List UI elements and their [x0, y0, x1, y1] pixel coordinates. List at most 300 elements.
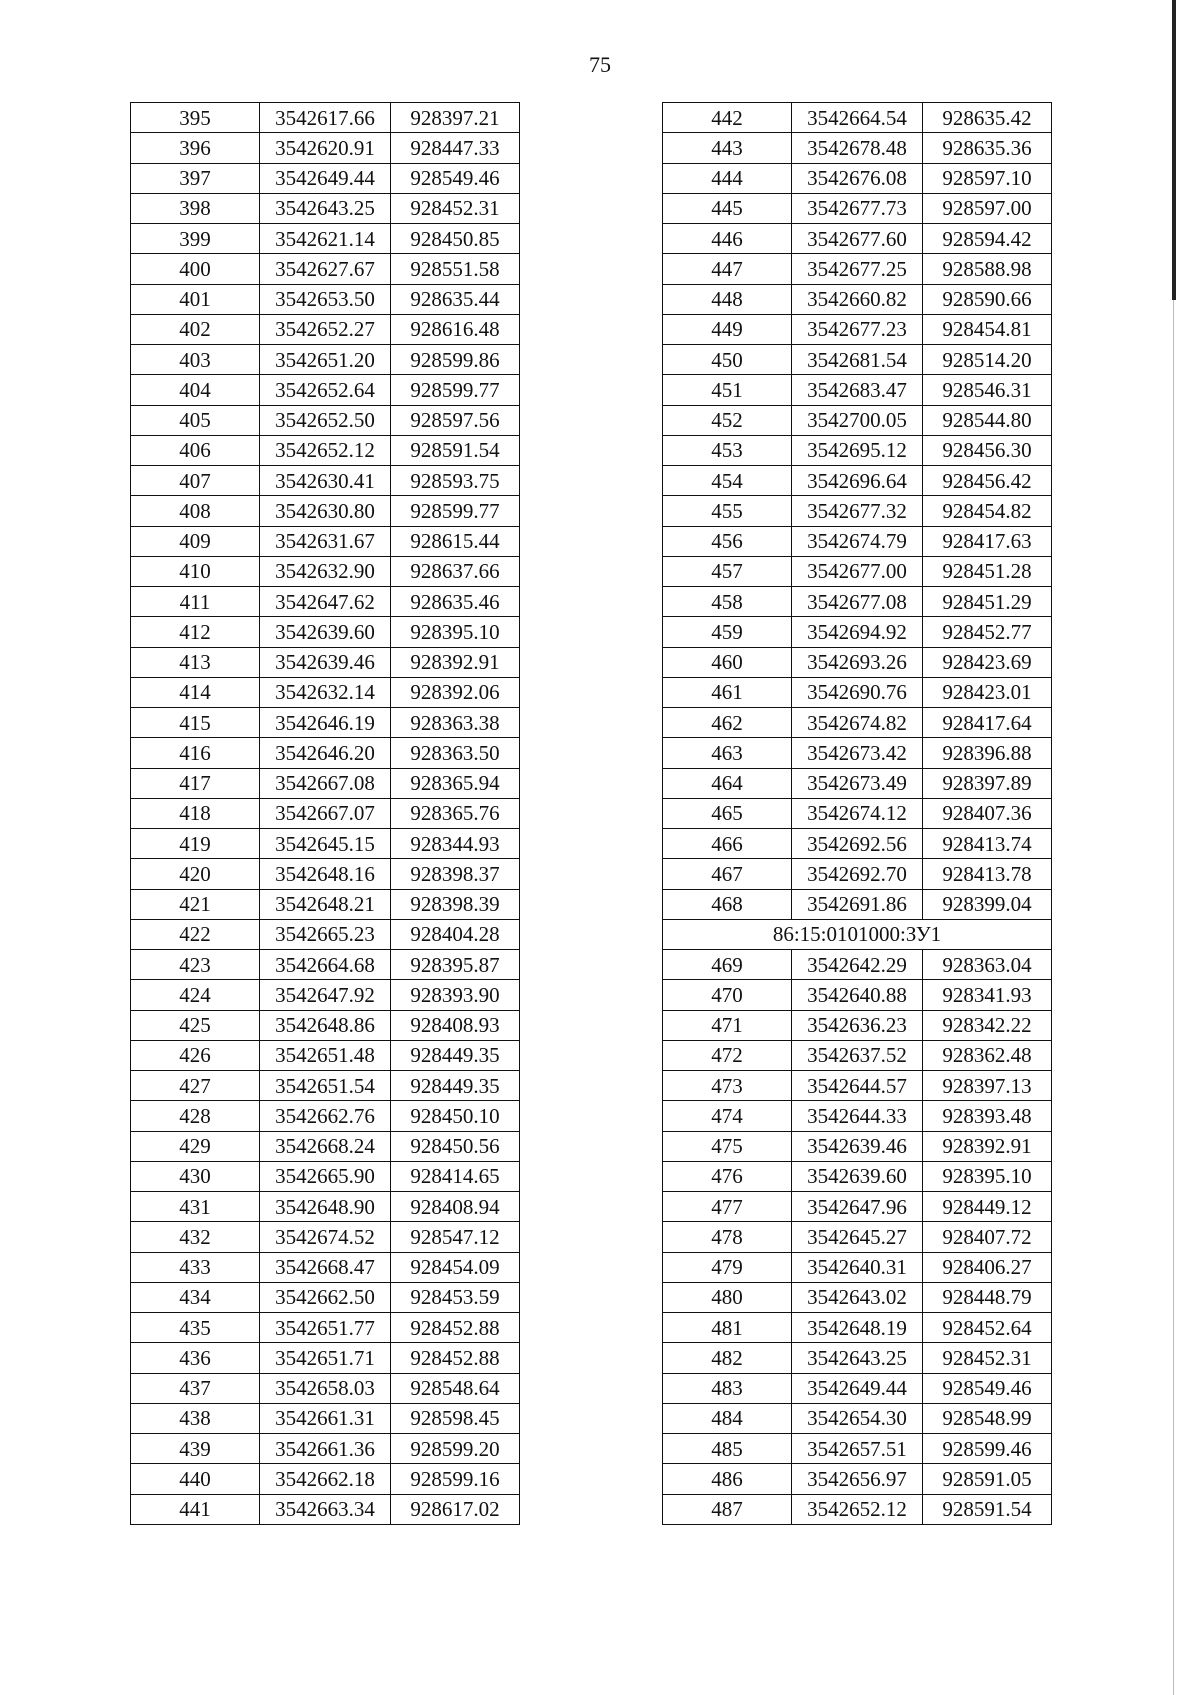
table-row — [663, 1040, 1052, 1070]
table-row — [131, 496, 520, 526]
x-coordinate-cell: 3542677.32 — [792, 496, 923, 526]
table-body-left — [131, 103, 520, 1525]
y-coordinate-cell: 928408.93 — [391, 1010, 520, 1040]
x-coordinate-cell: 3542630.80 — [260, 496, 391, 526]
y-coordinate-cell: 928617.02 — [391, 1494, 520, 1524]
table-row — [131, 1101, 520, 1131]
y-coordinate-cell: 928342.22 — [923, 1010, 1052, 1040]
x-coordinate-cell: 3542632.90 — [260, 556, 391, 586]
y-coordinate-cell: 928363.04 — [923, 950, 1052, 980]
x-coordinate-cell: 3542652.27 — [260, 314, 391, 344]
x-coordinate-cell: 3542664.54 — [792, 103, 923, 133]
y-coordinate-cell: 928404.28 — [391, 919, 520, 949]
y-coordinate-cell: 928546.31 — [923, 375, 1052, 405]
y-coordinate-cell: 928452.64 — [923, 1313, 1052, 1343]
point-number-cell: 486 — [663, 1464, 792, 1494]
point-number-cell: 437 — [131, 1373, 260, 1403]
point-number-cell: 405 — [131, 405, 260, 435]
point-number-cell: 423 — [131, 950, 260, 980]
point-number-cell: 476 — [663, 1161, 792, 1191]
point-number-cell: 417 — [131, 768, 260, 798]
table-row — [663, 1010, 1052, 1040]
x-coordinate-cell: 3542676.08 — [792, 163, 923, 193]
table-row — [131, 1010, 520, 1040]
point-number-cell: 433 — [131, 1252, 260, 1282]
table-row — [131, 103, 520, 133]
x-coordinate-cell: 3542632.14 — [260, 677, 391, 707]
y-coordinate-cell: 928362.48 — [923, 1040, 1052, 1070]
table-row — [131, 587, 520, 617]
point-number-cell: 413 — [131, 647, 260, 677]
x-coordinate-cell: 3542674.12 — [792, 798, 923, 828]
x-coordinate-cell: 3542662.18 — [260, 1464, 391, 1494]
x-coordinate-cell: 3542668.24 — [260, 1131, 391, 1161]
y-coordinate-cell: 928449.35 — [391, 1040, 520, 1070]
point-number-cell: 409 — [131, 526, 260, 556]
table-row — [131, 768, 520, 798]
table-row — [131, 556, 520, 586]
y-coordinate-cell: 928408.94 — [391, 1192, 520, 1222]
y-coordinate-cell: 928514.20 — [923, 345, 1052, 375]
point-number-cell: 473 — [663, 1071, 792, 1101]
y-coordinate-cell: 928392.91 — [391, 647, 520, 677]
table-row — [663, 1252, 1052, 1282]
x-coordinate-cell: 3542695.12 — [792, 435, 923, 465]
point-number-cell: 463 — [663, 738, 792, 768]
y-coordinate-cell: 928392.06 — [391, 677, 520, 707]
x-coordinate-cell: 3542651.20 — [260, 345, 391, 375]
table-row — [663, 496, 1052, 526]
point-number-cell: 442 — [663, 103, 792, 133]
point-number-cell: 397 — [131, 163, 260, 193]
point-number-cell: 487 — [663, 1494, 792, 1524]
x-coordinate-cell: 3542660.82 — [792, 284, 923, 314]
point-number-cell: 462 — [663, 708, 792, 738]
x-coordinate-cell: 3542639.46 — [792, 1131, 923, 1161]
x-coordinate-cell: 3542631.67 — [260, 526, 391, 556]
x-coordinate-cell: 3542681.54 — [792, 345, 923, 375]
y-coordinate-cell: 928423.69 — [923, 647, 1052, 677]
point-number-cell: 479 — [663, 1252, 792, 1282]
table-row — [663, 1403, 1052, 1433]
table-row — [131, 284, 520, 314]
point-number-cell: 419 — [131, 829, 260, 859]
x-coordinate-cell: 3542673.42 — [792, 738, 923, 768]
y-coordinate-cell: 928341.93 — [923, 980, 1052, 1010]
y-coordinate-cell: 928590.66 — [923, 284, 1052, 314]
x-coordinate-cell: 3542677.00 — [792, 556, 923, 586]
table-row — [663, 950, 1052, 980]
point-number-cell: 412 — [131, 617, 260, 647]
y-coordinate-cell: 928344.93 — [391, 829, 520, 859]
y-coordinate-cell: 928551.58 — [391, 254, 520, 284]
x-coordinate-cell: 3542677.25 — [792, 254, 923, 284]
x-coordinate-cell: 3542644.57 — [792, 1071, 923, 1101]
x-coordinate-cell: 3542661.31 — [260, 1403, 391, 1433]
table-row — [131, 345, 520, 375]
point-number-cell: 454 — [663, 466, 792, 496]
x-coordinate-cell: 3542640.31 — [792, 1252, 923, 1282]
table-row — [663, 587, 1052, 617]
table-row — [131, 1040, 520, 1070]
x-coordinate-cell: 3542674.52 — [260, 1222, 391, 1252]
table-row — [131, 829, 520, 859]
y-coordinate-cell: 928616.48 — [391, 314, 520, 344]
x-coordinate-cell: 3542694.92 — [792, 617, 923, 647]
x-coordinate-cell: 3542652.12 — [260, 435, 391, 465]
point-number-cell: 407 — [131, 466, 260, 496]
table-row — [131, 1464, 520, 1494]
table-row — [131, 466, 520, 496]
table-row — [663, 889, 1052, 919]
x-coordinate-cell: 3542662.50 — [260, 1282, 391, 1312]
y-coordinate-cell: 928417.63 — [923, 526, 1052, 556]
point-number-cell: 434 — [131, 1282, 260, 1312]
point-number-cell: 403 — [131, 345, 260, 375]
x-coordinate-cell: 3542652.12 — [792, 1494, 923, 1524]
table-row — [131, 708, 520, 738]
y-coordinate-cell: 928451.29 — [923, 587, 1052, 617]
table-row — [131, 1252, 520, 1282]
x-coordinate-cell: 3542651.71 — [260, 1343, 391, 1373]
table-row — [131, 1313, 520, 1343]
x-coordinate-cell: 3542639.60 — [792, 1161, 923, 1191]
table-row — [663, 466, 1052, 496]
point-number-cell: 421 — [131, 889, 260, 919]
table-row — [663, 1464, 1052, 1494]
table-row — [663, 133, 1052, 163]
x-coordinate-cell: 3542648.16 — [260, 859, 391, 889]
x-coordinate-cell: 3542649.44 — [792, 1373, 923, 1403]
point-number-cell: 483 — [663, 1373, 792, 1403]
y-coordinate-cell: 928393.48 — [923, 1101, 1052, 1131]
point-number-cell: 477 — [663, 1192, 792, 1222]
point-number-cell: 443 — [663, 133, 792, 163]
y-coordinate-cell: 928449.35 — [391, 1071, 520, 1101]
table-row — [131, 1494, 520, 1524]
x-coordinate-cell: 3542677.60 — [792, 224, 923, 254]
table-row — [131, 859, 520, 889]
y-coordinate-cell: 928452.31 — [391, 193, 520, 223]
x-coordinate-cell: 3542647.62 — [260, 587, 391, 617]
table-row — [663, 1222, 1052, 1252]
point-number-cell: 448 — [663, 284, 792, 314]
point-number-cell: 471 — [663, 1010, 792, 1040]
x-coordinate-cell: 3542627.67 — [260, 254, 391, 284]
point-number-cell: 420 — [131, 859, 260, 889]
table-row — [131, 1131, 520, 1161]
y-coordinate-cell: 928450.10 — [391, 1101, 520, 1131]
y-coordinate-cell: 928544.80 — [923, 405, 1052, 435]
point-number-cell: 414 — [131, 677, 260, 707]
point-number-cell: 467 — [663, 859, 792, 889]
point-number-cell: 474 — [663, 1101, 792, 1131]
table-row — [663, 314, 1052, 344]
y-coordinate-cell: 928591.54 — [391, 435, 520, 465]
x-coordinate-cell: 3542643.25 — [792, 1343, 923, 1373]
point-number-cell: 451 — [663, 375, 792, 405]
y-coordinate-cell: 928597.10 — [923, 163, 1052, 193]
table-row — [663, 768, 1052, 798]
table-row — [131, 950, 520, 980]
point-number-cell: 426 — [131, 1040, 260, 1070]
point-number-cell: 435 — [131, 1313, 260, 1343]
point-number-cell: 441 — [131, 1494, 260, 1524]
table-row — [131, 1071, 520, 1101]
y-coordinate-cell: 928598.45 — [391, 1403, 520, 1433]
y-coordinate-cell: 928588.98 — [923, 254, 1052, 284]
point-number-cell: 445 — [663, 193, 792, 223]
table-row — [663, 919, 1052, 949]
x-coordinate-cell: 3542651.77 — [260, 1313, 391, 1343]
point-number-cell: 425 — [131, 1010, 260, 1040]
y-coordinate-cell: 928599.16 — [391, 1464, 520, 1494]
y-coordinate-cell: 928452.88 — [391, 1313, 520, 1343]
x-coordinate-cell: 3542652.50 — [260, 405, 391, 435]
y-coordinate-cell: 928599.77 — [391, 375, 520, 405]
table-row — [663, 677, 1052, 707]
table-row — [663, 1434, 1052, 1464]
table-row — [131, 889, 520, 919]
y-coordinate-cell: 928452.88 — [391, 1343, 520, 1373]
table-row — [131, 1434, 520, 1464]
point-number-cell: 470 — [663, 980, 792, 1010]
table-row — [663, 1131, 1052, 1161]
point-number-cell: 455 — [663, 496, 792, 526]
point-number-cell: 428 — [131, 1101, 260, 1131]
table-row — [663, 1313, 1052, 1343]
x-coordinate-cell: 3542649.44 — [260, 163, 391, 193]
y-coordinate-cell: 928454.82 — [923, 496, 1052, 526]
point-number-cell: 438 — [131, 1403, 260, 1433]
x-coordinate-cell: 3542636.23 — [792, 1010, 923, 1040]
y-coordinate-cell: 928397.13 — [923, 1071, 1052, 1101]
table-row — [131, 224, 520, 254]
table-row — [131, 798, 520, 828]
table-row — [663, 1101, 1052, 1131]
y-coordinate-cell: 928423.01 — [923, 677, 1052, 707]
y-coordinate-cell: 928450.85 — [391, 224, 520, 254]
point-number-cell: 424 — [131, 980, 260, 1010]
table-row — [663, 224, 1052, 254]
x-coordinate-cell: 3542692.56 — [792, 829, 923, 859]
point-number-cell: 404 — [131, 375, 260, 405]
table-row — [663, 647, 1052, 677]
x-coordinate-cell: 3542696.64 — [792, 466, 923, 496]
y-coordinate-cell: 928454.81 — [923, 314, 1052, 344]
x-coordinate-cell: 3542663.34 — [260, 1494, 391, 1524]
x-coordinate-cell: 3542651.48 — [260, 1040, 391, 1070]
table-row — [663, 829, 1052, 859]
scan-edge-line — [1173, 300, 1174, 1695]
point-number-cell: 406 — [131, 435, 260, 465]
table-row — [131, 1222, 520, 1252]
point-number-cell: 452 — [663, 405, 792, 435]
x-coordinate-cell: 3542647.92 — [260, 980, 391, 1010]
x-coordinate-cell: 3542662.76 — [260, 1101, 391, 1131]
x-coordinate-cell: 3542643.25 — [260, 193, 391, 223]
y-coordinate-cell: 928593.75 — [391, 466, 520, 496]
table-row — [131, 254, 520, 284]
point-number-cell: 478 — [663, 1222, 792, 1252]
point-number-cell: 458 — [663, 587, 792, 617]
table-row — [663, 708, 1052, 738]
point-number-cell: 468 — [663, 889, 792, 919]
table-row — [131, 314, 520, 344]
point-number-cell: 439 — [131, 1434, 260, 1464]
point-number-cell: 427 — [131, 1071, 260, 1101]
x-coordinate-cell: 3542637.52 — [792, 1040, 923, 1070]
point-number-cell: 475 — [663, 1131, 792, 1161]
table-row — [131, 1373, 520, 1403]
table-row — [663, 103, 1052, 133]
x-coordinate-cell: 3542658.03 — [260, 1373, 391, 1403]
table-row — [663, 980, 1052, 1010]
table-row — [663, 1494, 1052, 1524]
x-coordinate-cell: 3542647.96 — [792, 1192, 923, 1222]
point-number-cell: 466 — [663, 829, 792, 859]
y-coordinate-cell: 928365.94 — [391, 768, 520, 798]
point-number-cell: 432 — [131, 1222, 260, 1252]
y-coordinate-cell: 928395.10 — [391, 617, 520, 647]
x-coordinate-cell: 3542667.08 — [260, 768, 391, 798]
x-coordinate-cell: 3542648.90 — [260, 1192, 391, 1222]
y-coordinate-cell: 928547.12 — [391, 1222, 520, 1252]
page-number: 75 — [589, 52, 611, 77]
table-row — [663, 1343, 1052, 1373]
y-coordinate-cell: 928635.44 — [391, 284, 520, 314]
point-number-cell: 411 — [131, 587, 260, 617]
y-coordinate-cell: 928398.37 — [391, 859, 520, 889]
y-coordinate-cell: 928447.33 — [391, 133, 520, 163]
x-coordinate-cell: 3542639.60 — [260, 617, 391, 647]
table-row — [131, 133, 520, 163]
y-coordinate-cell: 928591.05 — [923, 1464, 1052, 1494]
table-row — [131, 526, 520, 556]
point-number-cell: 399 — [131, 224, 260, 254]
table-row — [663, 798, 1052, 828]
y-coordinate-cell: 928395.87 — [391, 950, 520, 980]
y-coordinate-cell: 928397.89 — [923, 768, 1052, 798]
table-row — [663, 193, 1052, 223]
x-coordinate-cell: 3542677.73 — [792, 193, 923, 223]
x-coordinate-cell: 3542661.36 — [260, 1434, 391, 1464]
point-number-cell: 436 — [131, 1343, 260, 1373]
y-coordinate-cell: 928599.77 — [391, 496, 520, 526]
x-coordinate-cell: 3542617.66 — [260, 103, 391, 133]
point-number-cell: 400 — [131, 254, 260, 284]
x-coordinate-cell: 3542648.86 — [260, 1010, 391, 1040]
y-coordinate-cell: 928365.76 — [391, 798, 520, 828]
y-coordinate-cell: 928599.86 — [391, 345, 520, 375]
x-coordinate-cell: 3542654.30 — [792, 1403, 923, 1433]
x-coordinate-cell: 3542648.21 — [260, 889, 391, 919]
point-number-cell: 398 — [131, 193, 260, 223]
point-number-cell: 469 — [663, 950, 792, 980]
point-number-cell: 481 — [663, 1313, 792, 1343]
x-coordinate-cell: 3542690.76 — [792, 677, 923, 707]
y-coordinate-cell: 928393.90 — [391, 980, 520, 1010]
table-row — [131, 375, 520, 405]
y-coordinate-cell: 928635.46 — [391, 587, 520, 617]
table-row — [131, 919, 520, 949]
coordinates-table-left — [130, 102, 520, 1525]
x-coordinate-cell: 3542645.27 — [792, 1222, 923, 1252]
table-row — [663, 556, 1052, 586]
y-coordinate-cell: 928448.79 — [923, 1282, 1052, 1312]
y-coordinate-cell: 928453.59 — [391, 1282, 520, 1312]
table-row — [663, 1373, 1052, 1403]
x-coordinate-cell: 3542691.86 — [792, 889, 923, 919]
table-row — [663, 405, 1052, 435]
x-coordinate-cell: 3542693.26 — [792, 647, 923, 677]
x-coordinate-cell: 3542648.19 — [792, 1313, 923, 1343]
y-coordinate-cell: 928456.42 — [923, 466, 1052, 496]
y-coordinate-cell: 928549.46 — [923, 1373, 1052, 1403]
point-number-cell: 410 — [131, 556, 260, 586]
y-coordinate-cell: 928548.64 — [391, 1373, 520, 1403]
point-number-cell: 402 — [131, 314, 260, 344]
table-row — [131, 163, 520, 193]
table-row — [131, 617, 520, 647]
x-coordinate-cell: 3542656.97 — [792, 1464, 923, 1494]
x-coordinate-cell: 3542677.23 — [792, 314, 923, 344]
y-coordinate-cell: 928637.66 — [391, 556, 520, 586]
table-row — [663, 859, 1052, 889]
y-coordinate-cell: 928397.21 — [391, 103, 520, 133]
x-coordinate-cell: 3542678.48 — [792, 133, 923, 163]
point-number-cell: 446 — [663, 224, 792, 254]
point-number-cell: 457 — [663, 556, 792, 586]
y-coordinate-cell: 928449.12 — [923, 1192, 1052, 1222]
table-row — [663, 1282, 1052, 1312]
point-number-cell: 460 — [663, 647, 792, 677]
y-coordinate-cell: 928399.04 — [923, 889, 1052, 919]
point-number-cell: 485 — [663, 1434, 792, 1464]
point-number-cell: 418 — [131, 798, 260, 828]
table-row — [131, 647, 520, 677]
table-row — [131, 435, 520, 465]
table-row — [131, 1282, 520, 1312]
y-coordinate-cell: 928599.46 — [923, 1434, 1052, 1464]
x-coordinate-cell: 3542674.79 — [792, 526, 923, 556]
table-row — [663, 284, 1052, 314]
x-coordinate-cell: 3542677.08 — [792, 587, 923, 617]
point-number-cell: 456 — [663, 526, 792, 556]
y-coordinate-cell: 928413.74 — [923, 829, 1052, 859]
table-row — [663, 254, 1052, 284]
scan-edge-shadow — [1172, 0, 1176, 300]
point-number-cell: 480 — [663, 1282, 792, 1312]
table-row — [663, 526, 1052, 556]
table-row — [131, 193, 520, 223]
y-coordinate-cell: 928454.09 — [391, 1252, 520, 1282]
y-coordinate-cell: 928407.72 — [923, 1222, 1052, 1252]
y-coordinate-cell: 928549.46 — [391, 163, 520, 193]
table-row — [663, 163, 1052, 193]
x-coordinate-cell: 3542657.51 — [792, 1434, 923, 1464]
table-row — [663, 617, 1052, 647]
point-number-cell: 472 — [663, 1040, 792, 1070]
table-row — [131, 980, 520, 1010]
table-row — [131, 1343, 520, 1373]
x-coordinate-cell: 3542642.29 — [792, 950, 923, 980]
point-number-cell: 484 — [663, 1403, 792, 1433]
table-body-right — [663, 103, 1052, 1525]
y-coordinate-cell: 928407.36 — [923, 798, 1052, 828]
point-number-cell: 450 — [663, 345, 792, 375]
y-coordinate-cell: 928599.20 — [391, 1434, 520, 1464]
